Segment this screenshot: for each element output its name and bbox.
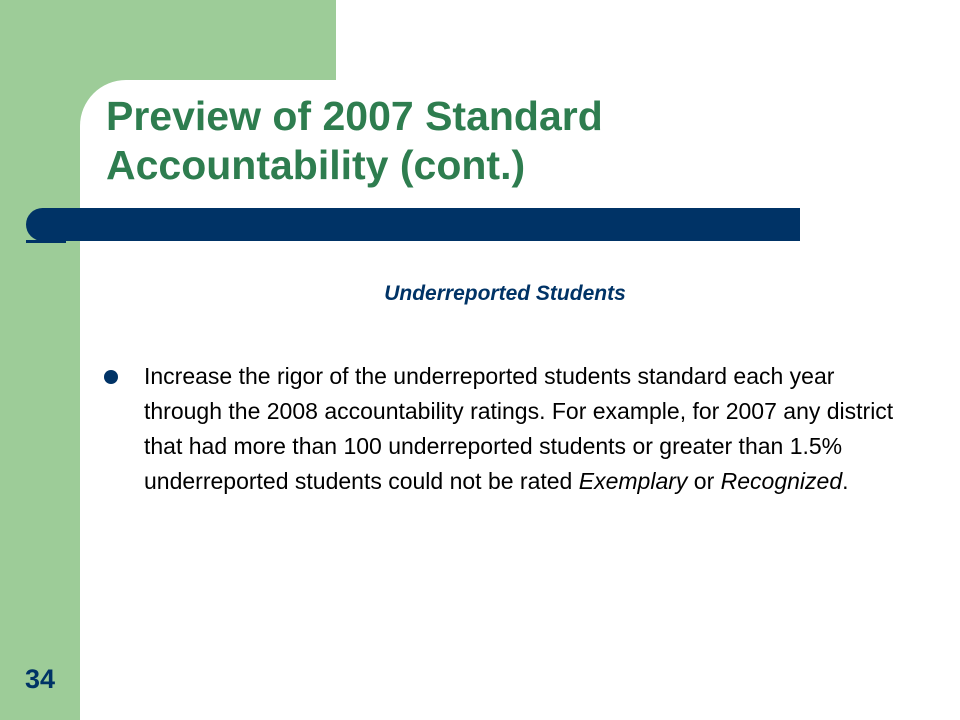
title-bar-notch: [26, 240, 66, 243]
bullet-dot-icon: [104, 370, 118, 384]
title-underline-bar: [26, 208, 800, 241]
bullet-item: [104, 359, 904, 499]
bullet-list: [104, 359, 904, 499]
bullet-connector: or: [687, 468, 721, 494]
bullet-text: Increase the rigor of the underreported students standard each year through the 2008 accountability ratings. For example, for 2007 any district that had more than 100 underreported students or greater than 1.5% underreported students could not be rated: [144, 363, 894, 494]
rating-recognized: Recognized: [720, 468, 843, 494]
slide-number: 34: [24, 664, 56, 694]
slide-title: Preview of 2007 Standard Accountability (cont.): [106, 93, 603, 188]
bullet-end: .: [842, 468, 849, 494]
rating-exemplary: Exemplary: [578, 468, 688, 494]
section-subtitle: Underreported Students: [384, 282, 626, 305]
